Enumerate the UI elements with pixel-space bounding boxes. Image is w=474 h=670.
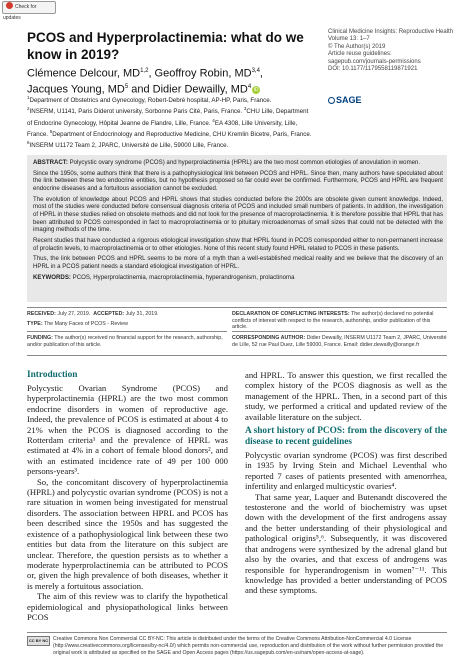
section-heading: Introduction [27, 370, 78, 380]
body-paragraph: and HPRL. To answer this question, we first recalled the complex history of the PCOS diagnosis as well as the management of the HPRL. Then, in a second part of this study, we performed a critical and updated review of the available literature on the subject. [245, 370, 447, 422]
body-paragraph: The aim of this review was to clarify the hypothetical epidemiological and physiopathological links between PCOS [27, 591, 228, 622]
divider [27, 632, 447, 633]
author-list [27, 65, 307, 97]
journal-info [328, 29, 468, 73]
abstract-box [27, 155, 447, 302]
author-name: and Didier Dewailly, MD [128, 83, 248, 96]
article-title: PCOS and Hyperprolactinemia: what do we know in 2019? [27, 30, 304, 62]
author-name: Jacques Young, MD [27, 83, 125, 96]
divider [27, 331, 227, 332]
author-name: Clémence Delcour, MD [27, 67, 141, 80]
abstract-para: Recent studies that have conducted a rigorous etiological investigation show that HPRL found in PCOS corresponded either to non-permanent increase of prolactin levels, to macroprolactinemia or to other etiologies. None of this recent study found HPRL related to PCOS in these patients. [33, 236, 443, 252]
abstract-para: Thus, the link between PCOS and HPRL seems to be more of a myth than a well-established medical reality and we believe that the discovery of an HPRL in a PCOS patient needs a standard etiological investigation of HPRL. [33, 255, 443, 270]
author-affil-sup: 4 [247, 84, 252, 91]
body-paragraph: So, the concomitant discovery of hyperprolactinemia (HPRL) and polycystic ovarian syndrome (PCOS) is not a rare situation in women being investigated for menstrual disorders. The association between HPRL and PCOS has been described since the 1950s and has suggested the existence of a pathophysiological link between these two entities but data from the literature on this subject are unclear. Therefore, the question persists as to whether a moderate hyperprolactinemia can be attributed to PCOS or, given the high prevalence of both diseases, whether it is merely a fortuitous association. [27, 476, 228, 591]
author-affil-sup: 1,2 [140, 68, 149, 74]
author-affil-sup: 5 [124, 84, 129, 91]
journal-volume: Volume 13: 1–7 [328, 36, 370, 43]
conflict-statement: DECLARATION OF CONFLICTING INTERESTS: The author(s) declared no potential conflicts of interest with respect to the research, authorship, and/or publication of this article. [232, 311, 434, 331]
abstract-para: Since the 1950s, some authors think that there is a pathophysiological link between PCOS and HPRL. Since then, many authors have speculated about the link between these two endocrine entities, but no hypothesis proposed so far could ever be confirmed. Furthermore, PCOS and HPRL are frequent endocrine diseases and a fortuitous association cannot be excluded. [33, 169, 443, 192]
abstract-para: The evolution of knowledge about PCOS and HPRL shows that studies conducted before the 2000s are obsolete given current knowledge. Indeed, most of the studies were conducted before consensual diagnosis criteria of PCOS and included small numbers of patients. In addition, the investigation of HPRL in these studies relied on obsolete methods and did not look for the presence of macroprolactinemia. It is therefore possible that HPRL that has been attributed to PCOS corresponded in fact to macroprolactinemia or to pituitary microadenomas of small sizes that could not be detected with the imaging methods of the time. [33, 195, 443, 234]
left-column [27, 370, 228, 622]
section-heading: A short history of PCOS: from the discovery of the disease to recent guidelines [245, 426, 447, 448]
affiliations [27, 94, 312, 151]
body-paragraph: Polycystic ovarian syndrome (PCOS) was first described in 1935 by Irving Stein and Michael Leventhal who reported 7 cases of patients presented with amenorrhea, infertility and enlarged multicystic ovaries⁴. [245, 450, 447, 492]
update-check-icon [6, 2, 13, 9]
divider [232, 331, 447, 332]
article-dates: RECEIVED: July 27, 2019. ACCEPTED: July 31, 2019. TYPE: The Many Faces of PCOS - Review [27, 311, 159, 327]
funding-statement: FUNDING: The author(s) received no financial support for the research, authorship, and/or publication of this article. [27, 335, 223, 348]
orcid-icon[interactable]: iD [253, 86, 259, 93]
sage-logo-icon [328, 97, 335, 104]
journal-guidelines: Article reuse guidelines: [328, 51, 392, 58]
divider [27, 355, 447, 356]
check-for-updates-badge[interactable] [2, 1, 56, 21]
abstract-para: ABSTRACT: Polycystic ovary syndrome (PCOS) and hyperprolactinemia (HPRL) are the two most common etiologies of anovulation in women. [33, 159, 421, 166]
publisher-logo: SAGE [328, 95, 362, 105]
author-affil-sup: 3,4 [251, 68, 260, 74]
corresponding-author: CORRESPONDING AUTHOR: Didier Dewailly, INSERM U1172 Team 2, JPARC, Université de Lille, 52 rue Paul Duez, Lille 59000, France. Email: didier.dewailly@orange.fr [232, 335, 447, 348]
journal-permissions-link[interactable]: sagepub.com/journals-permissions [328, 58, 421, 65]
body-paragraph: Polycystic Ovarian Syndrome (PCOS) and hyperprolactinemia (HPRL) are the two most common endocrine disorders in women of reproductive age. Indeed, the prevalence of PCOS is estimated at about 4 to 21% when the PCOS is diagnosed according to the Rotterdam criteria¹ and the prevalence of HPRL was estimated at 4% in a cohort of female blood donors², and with an estimated incidence rate of 49 per 100 000 persons-years³. [27, 383, 228, 477]
license-text: Creative Commons Non Commercial CC BY-NC: This article is distributed under the terms of the Creative Commons Attribution-NonCommercial 4.0 License (http://www.creativecommons.org/licenses/by-nc/4.0/) which permits non-commercial use, reproduction and distribution of the work without further permission provided the original work is attributed as specified on the SAGE and Open Access pages (https://us.sagepub.com/en-us/nam/open-access-at-sage). [53, 636, 444, 656]
journal-doi[interactable]: DOI: 10.1177/1179558119871921 [328, 66, 418, 73]
badge-label: Check for updates [3, 4, 37, 21]
journal-name: Clinical Medicine Insights: Reproductive Health [328, 29, 454, 35]
cc-license-icon: CC BY NC [27, 636, 50, 646]
keywords: KEYWORDS: PCOS, Hyperprolactinemia, macroprolactinemia, hyperandrogenism, prolactinoma [33, 273, 295, 281]
affiliation-item: $^1$Department of Obstetrics and Gynecology, Robert-Debré hospital, AP-HP, Paris, France. [27, 95, 272, 105]
divider [27, 307, 447, 308]
license-footer [27, 636, 447, 657]
body-paragraph: That same year, Laquer and Butenandt discovered the testosterone and the world of biochemistry was upset down with the development of the first androgens assay and the better understanding of their physiological and pathological origins⁵,⁶. Subsequently, it was discovered that androgens were synthesized by the adrenal gland but also by the ovaries, and that excess of androgens was responsible for hyperandrogenism in women⁷⁻¹¹. This knowledge has provided a better understanding of PCOS and these symptoms. [245, 491, 447, 596]
author-separator: , [259, 67, 263, 80]
journal-copyright: © The Author(s) 2019 [328, 43, 386, 50]
right-column [245, 370, 447, 596]
affiliation-item: $^2$INSERM, U1141, Paris Diderot university, Sorbonne Paris Cité, Paris, France. $^3$CHU Lille, Department of Endocrine Gynecology, Hôpital Jeanne de Flandre, Lille, France. $^4$EA 4308, Lille University, Lille, France. $^5$Department of Endocrinology and Reproductive Medicine, CHU Kremlin Bicetre, Paris, France. $^6$INSERM U1172 Team 2, JPARC, Université de Lille, 59000 Lille, France. [27, 106, 312, 150]
author-name: , Geoffroy Robin, MD [148, 67, 252, 80]
